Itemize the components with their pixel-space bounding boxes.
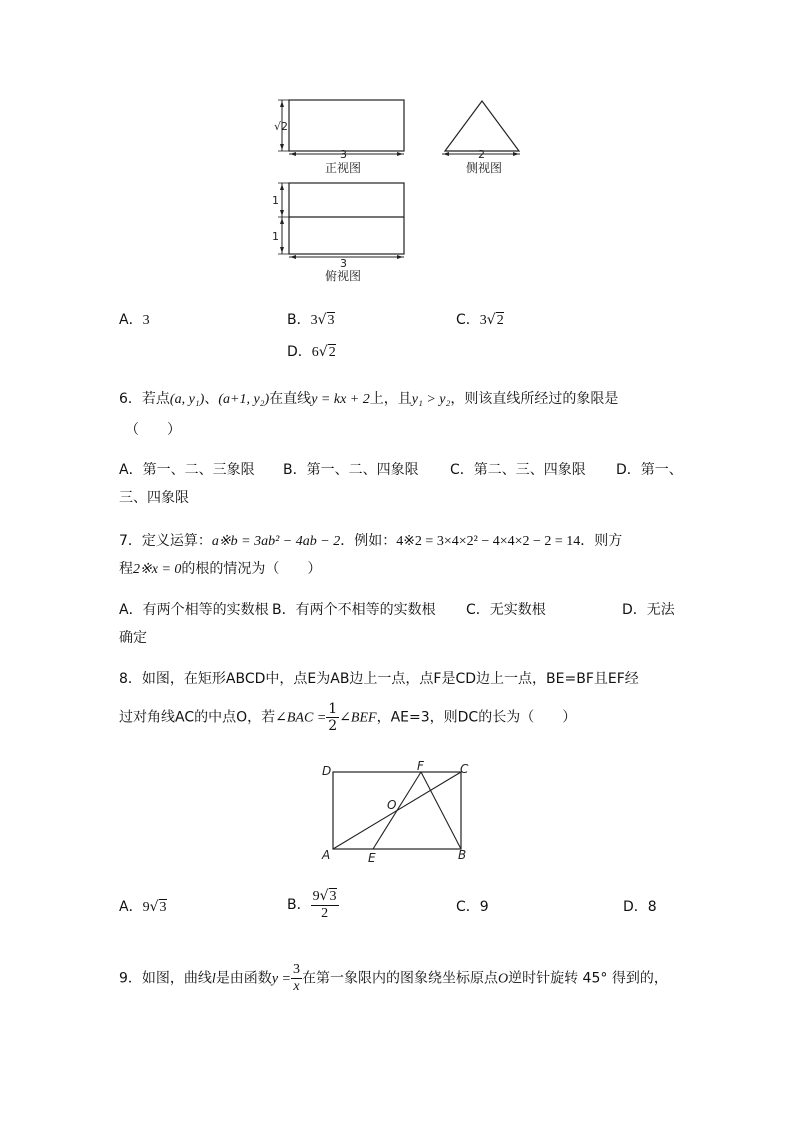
q7-option-d[interactable]: D．无法 bbox=[622, 602, 675, 618]
label-O: O bbox=[387, 798, 397, 812]
label-B: B bbox=[458, 848, 467, 862]
q7-stem-line1: 7．定义运算：a※b = 3ab² − 4ab − 2．例如：4※2 = 3×4×2² − 4×4×2 − 2 = 14．则方 bbox=[119, 533, 623, 549]
q5-option-b[interactable]: B．3√3 bbox=[287, 312, 335, 328]
q8-option-b[interactable]: B． $\frac{9√3}{2}$ bbox=[287, 888, 337, 921]
q8-stem-line1: 8．如图，在矩形ABCD中，点E为AB边上一点，点F是CD边上一点，BE=BF且EF经 bbox=[119, 671, 639, 687]
front-view-rect bbox=[289, 100, 404, 151]
label-D: D bbox=[322, 764, 332, 778]
q5-option-c[interactable]: C．3√2 bbox=[456, 312, 504, 328]
front-view-label: 正视图 bbox=[325, 161, 362, 175]
top-width-dim: 3 bbox=[340, 257, 347, 270]
q6-option-c[interactable]: C．第二、三、四象限 bbox=[450, 462, 586, 478]
q6-option-b[interactable]: B．第一、二、四象限 bbox=[283, 462, 419, 478]
q7-option-b[interactable]: B．有两个不相等的实数根 bbox=[272, 602, 436, 618]
side-view-triangle bbox=[445, 101, 519, 151]
label-C: C bbox=[460, 762, 469, 776]
q8-stem-line2: 过对角线AC的中点O，若∠BAC = $\frac{1}{2}$ ∠BEF，AE=3，则DC的长为（ ） bbox=[119, 701, 577, 734]
q5-option-d[interactable]: D．6√2 bbox=[287, 344, 336, 360]
side-view-label: 侧视图 bbox=[466, 161, 503, 175]
three-view-figure bbox=[270, 95, 530, 290]
top-h1-dim: 1 bbox=[272, 194, 279, 207]
label-F: F bbox=[417, 759, 424, 773]
q6-option-d[interactable]: D．第一、 bbox=[616, 462, 683, 478]
q6-answer-paren: （ ） bbox=[125, 422, 181, 438]
side-width-dim: 2 bbox=[478, 148, 485, 161]
q6-option-a[interactable]: A．第一、二、三象限 bbox=[119, 462, 255, 478]
q8-option-a[interactable]: A．9√3 bbox=[119, 899, 167, 915]
q7-option-a[interactable]: A．有两个相等的实数根 bbox=[119, 602, 269, 618]
q6-stem: 6．若点(a, y₁)、(a+1, y₂)在直线y = kx + 2上，且y₁ > y₂，则该直线所经过的象限是 bbox=[119, 391, 619, 407]
q7-stem-line2: 程2※x = 0的根的情况为（ ） bbox=[119, 561, 322, 577]
rectangle-abcd-figure bbox=[318, 758, 478, 866]
q8-option-c[interactable]: C．9 bbox=[456, 899, 489, 915]
top-view-rect bbox=[289, 183, 404, 254]
q5-option-a[interactable]: A．3 bbox=[119, 312, 150, 328]
top-h2-dim: 1 bbox=[272, 230, 279, 243]
q7-option-c[interactable]: C．无实数根 bbox=[466, 602, 546, 618]
q7-option-d-cont: 确定 bbox=[119, 630, 147, 646]
label-A: A bbox=[322, 848, 331, 862]
label-E: E bbox=[368, 851, 376, 865]
q9-stem: 9．如图，曲线l是由函数y = $\frac{3}{x}$ 在第一象限内的图象绕坐标原点O逆时针旋转 45° 得到的， bbox=[119, 962, 668, 994]
front-width-dim: 3 bbox=[340, 148, 347, 161]
segment-ef bbox=[373, 772, 421, 849]
q8-option-d[interactable]: D．8 bbox=[623, 899, 657, 915]
q6-option-d-cont: 三、四象限 bbox=[119, 490, 189, 506]
top-view-label: 俯视图 bbox=[325, 269, 362, 283]
front-height-dim: √2 bbox=[274, 120, 289, 133]
